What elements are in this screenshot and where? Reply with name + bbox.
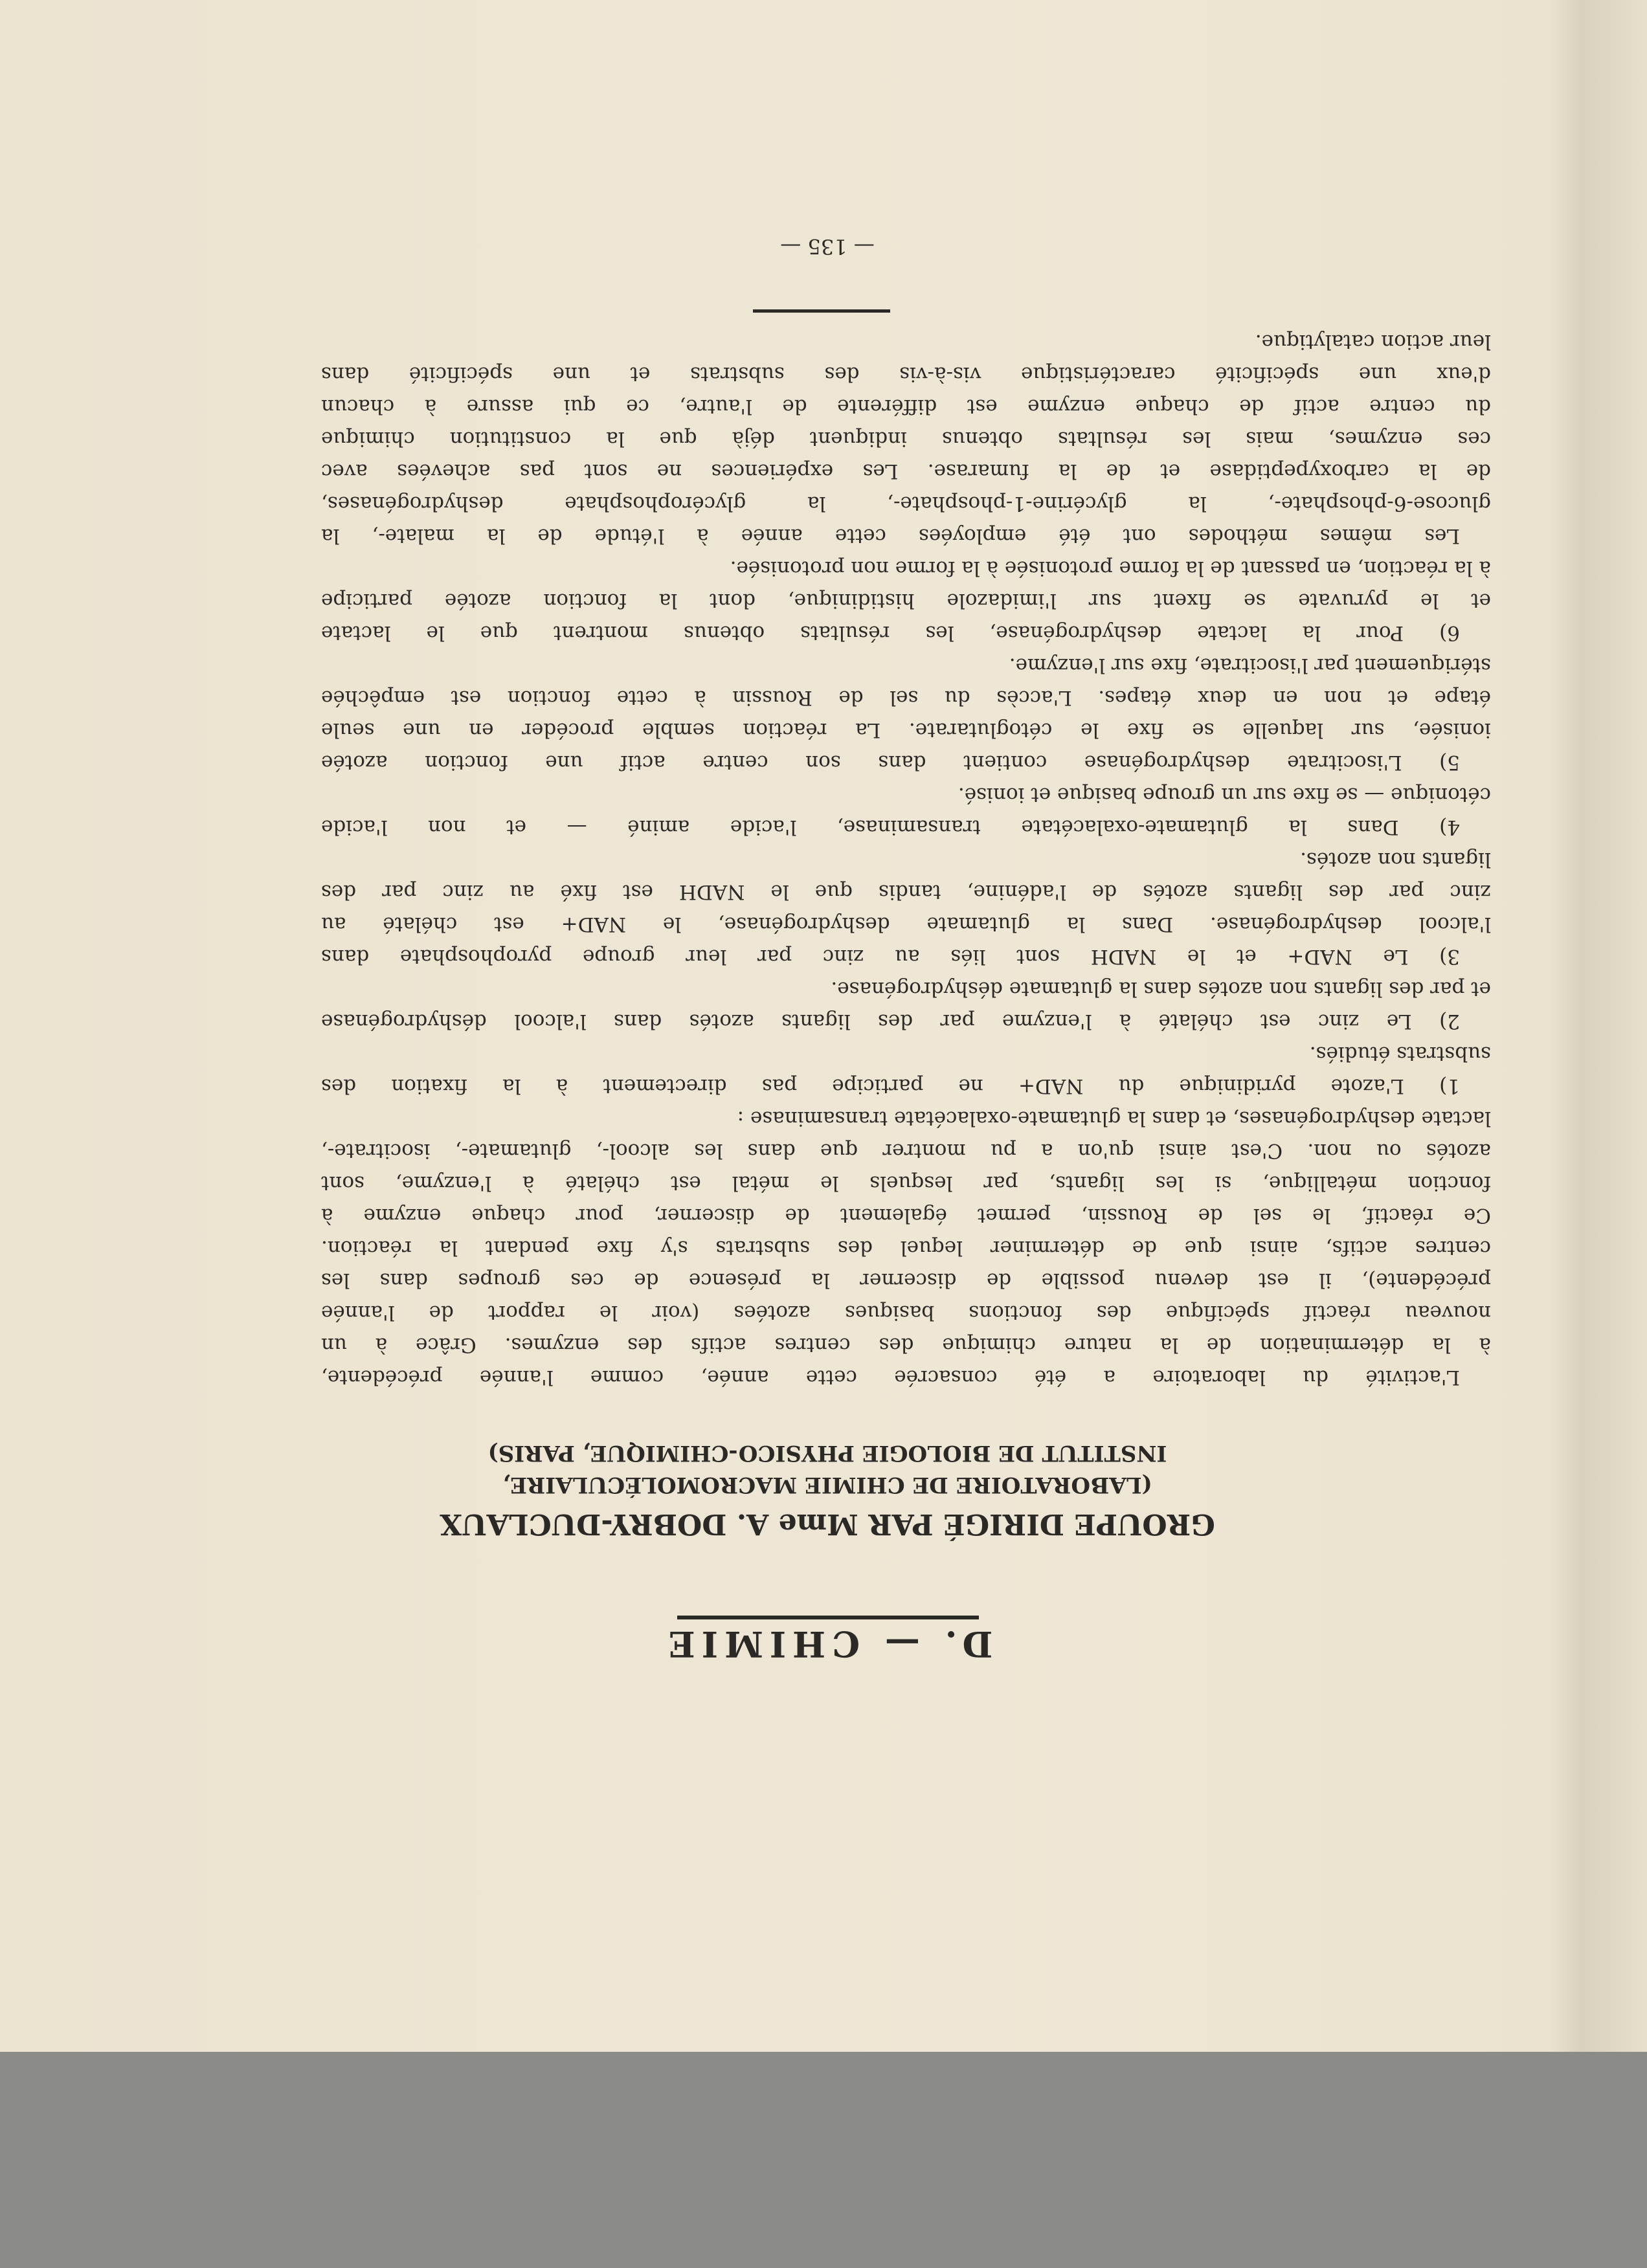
text-line: lactate deshydrogénases, et dans la glutamate-oxalacétate transaminase : (737, 1107, 1491, 1130)
text-line: 6) Pour la lactate deshydrogénase, les résultats obtenus montrent que le lactate (321, 621, 1460, 645)
text-line: 1) L'azote pyridinique du NAD+ ne participe pas directement à la fixation des (321, 1074, 1460, 1098)
text-line: l'alcool deshydrogénase. Dans la glutamate deshydrogénase, le NAD+ est chélaté au (321, 913, 1491, 936)
text-line: Les mêmes méthodes ont été employées cette année à l'étude de la malate-, la (321, 524, 1460, 548)
text-line: précédente), il est devenu possible de discerner la présence de ces groupes dans les (321, 1269, 1491, 1292)
report-body (321, 326, 1491, 1394)
institute-line: INSTITUT DE BIOLOGIE PHYSICO-CHIMIQUE, PARIS) (487, 1440, 1167, 1466)
paragraph (321, 326, 1491, 552)
text-line: 2) Le zinc est chélaté à l'enzyme par des ligants azotés dans l'alcool déshydrogénase (321, 1010, 1460, 1033)
text-line: de la carboxypeptidase et de la fumarase. Les expériences ne sont pas achevées avec (321, 460, 1491, 483)
paragraph (321, 779, 1491, 843)
paragraph (321, 1038, 1491, 1102)
paragraph (321, 649, 1491, 779)
paragraph (321, 1102, 1491, 1394)
page-number: — 135 — (780, 234, 875, 259)
text-line: 4) Dans la glutamate-oxalacétate transaminase, l'acide aminé — et non l'acide (321, 816, 1460, 839)
title-rule (677, 1616, 979, 1619)
text-line: leur action catalytique. (1255, 330, 1491, 353)
text-line: Ce réactif, le sel de Roussin, permet également de discerner, pour chaque enzyme à (321, 1204, 1491, 1227)
text-line: fonction métallique, si les ligants, par lesquels le métal est chélaté à l'enzyme, sont (321, 1172, 1491, 1195)
text-line: du centre actif de chaque enzyme est différente de l'autre, ce qui assure à chacun (321, 395, 1491, 418)
text-line: ligants non azotés. (1300, 848, 1491, 871)
group-heading: GROUPE DIRIGÉ PAR Mme A. DOBRY-DUCLAUX (440, 1507, 1215, 1540)
scanner-background (0, 2052, 1647, 2268)
text-line: ionisée, sur laquelle se fixe le cétoglutarate. La réaction semble procéder en une seule (321, 718, 1491, 742)
text-line: étape et non en deux étapes. L'accès du sel de Roussin à cette fonction est empêchée (321, 686, 1491, 709)
end-rule (753, 309, 890, 313)
text-line: ces enzymes, mais les résultats obtenus indiquent déjà que la constitution chimique (321, 427, 1491, 450)
text-line: glucose-6-phosphate-, la glycérine-1-phosphate-, la glycérophosphate deshydrogénases, (321, 492, 1491, 515)
text-line: nouveau réactif spécifique des fonctions basiques azotées (voir le rapport de l'année (321, 1301, 1491, 1324)
text-line: et par des ligants non azotés dans la glutamate déshydrogénase. (831, 977, 1491, 1001)
paragraph (321, 843, 1491, 973)
text-line: centres actifs, ainsi que de déterminer lequel des substrats s'y fixe pendant la réaction. (321, 1236, 1491, 1260)
text-line: à la détermination de la nature chimique des centres actifs des enzymes. Grâce à un (321, 1333, 1491, 1357)
text-line: stériquement par l'isocitrate, fixe sur l'enzyme. (1009, 654, 1491, 677)
text-line: d'eux une spécificité caractéristique vis-à-vis des substrats et une spécificité dans (321, 362, 1491, 386)
text-line: 5) L'isocitrate deshydrogénase contient dans son centre actif une fonction azotée (321, 751, 1460, 774)
lab-line: (LABORATOIRE DE CHIMIE MACROMOLÉCULAIRE, (502, 1472, 1152, 1498)
text-line: L'activité du laboratoire a été consacrée cette année, comme l'année précédente, (321, 1366, 1460, 1389)
text-line: zinc par des ligants azotés de l'adénine, tandis que le NADH est fixé au zinc par des (321, 880, 1491, 904)
text-line: et le pyruvate se fixent sur l'imidazole histidinique, dont la fonction azotée participe (321, 589, 1491, 612)
paragraph (321, 552, 1491, 649)
section-title: D. — CHIMIE (662, 1623, 993, 1665)
text-line: 3) Le NAD+ et le NADH sont liés au zinc par leur groupe pyrophosphate dans (321, 945, 1460, 968)
text-line: substrats étudiés. (1309, 1042, 1491, 1065)
text-line: cétonique — se fixe sur un groupe basique et ionisé. (958, 783, 1491, 806)
text-line: azotés ou non. C'est ainsi qu'on a pu montrer que dans les alcool-, glutamate-, isocitrate-, (321, 1139, 1491, 1162)
text-line: à la réaction, en passant de la forme protonisée à la forme non protonisée. (730, 557, 1491, 580)
paragraph (321, 973, 1491, 1038)
